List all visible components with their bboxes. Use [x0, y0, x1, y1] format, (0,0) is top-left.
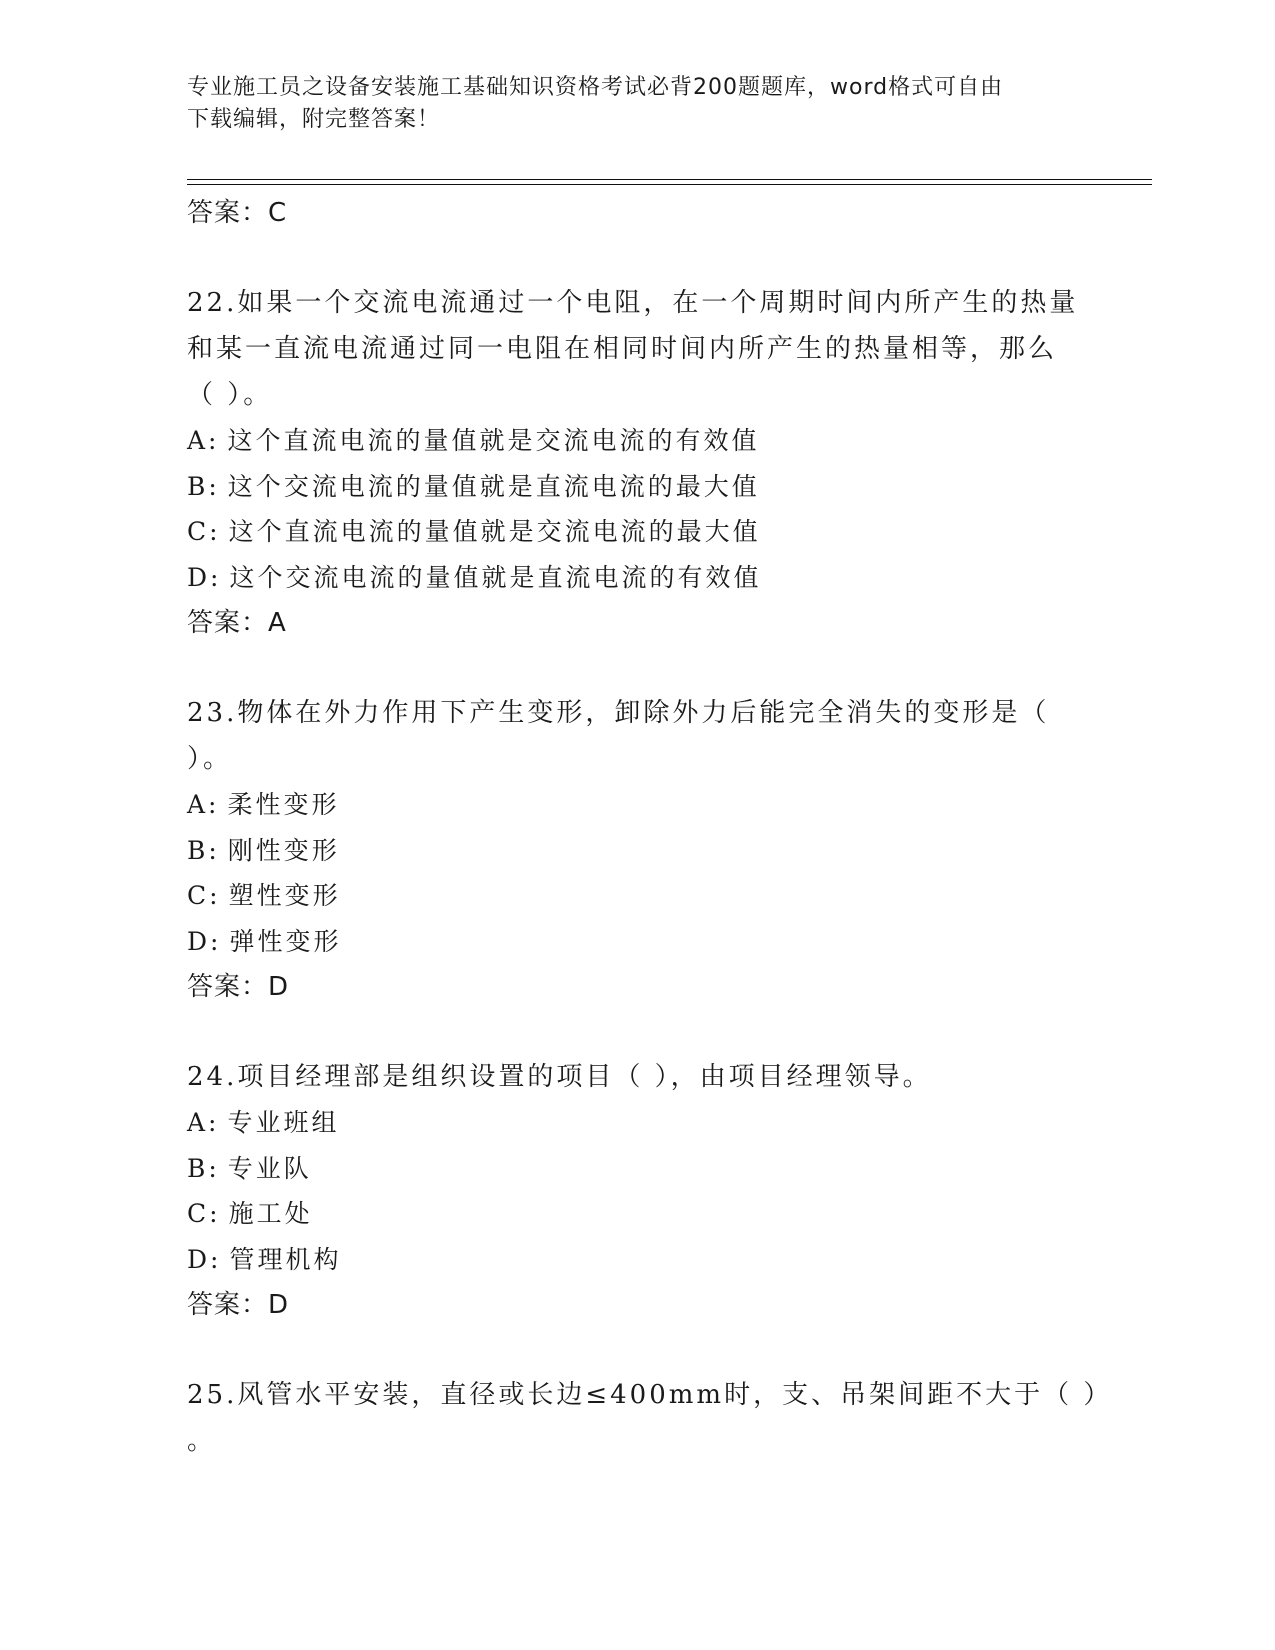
option-d — [187, 555, 1087, 601]
answer-line: 答案：A — [187, 608, 287, 638]
header-line-1: 专业施工员之设备安装施工基础知识资格考试必背200题题库，word格式可自由 — [187, 75, 1004, 100]
question-text: 25.风管水平安装，直径或长边≤400mm时，支、吊架间距不大于（ ） — [187, 1380, 1113, 1410]
option-key: A: — [187, 1108, 220, 1137]
option-text: 这个交流电流的量值就是直流电流的最大值 — [227, 471, 760, 501]
answer-line: 答案：C — [187, 198, 288, 228]
option-a — [187, 1100, 1087, 1146]
option-text: 这个直流电流的量值就是交流电流的最大值 — [228, 517, 761, 546]
question-text: 24.项目经理部是组织设置的项目（ ），由项目经理领导。 — [187, 1062, 932, 1092]
option-text: 弹性变形 — [229, 926, 342, 956]
option-key: D: — [187, 926, 222, 956]
question-text: 22.如果一个交流电流通过一个电阻，在一个周期时间内所产生的热量 — [187, 288, 1079, 318]
option-key: A: — [187, 426, 220, 455]
question-list — [187, 190, 1113, 1464]
question-24 — [187, 1054, 1087, 1328]
question-23 — [187, 690, 1087, 1010]
option-text: 塑性变形 — [228, 881, 341, 910]
option-text: 柔性变形 — [227, 790, 340, 819]
question-25 — [187, 1372, 1113, 1464]
answer-line: 答案：D — [187, 972, 290, 1002]
option-c — [187, 1191, 1087, 1237]
option-text: 这个交流电流的量值就是直流电流的有效值 — [229, 562, 762, 592]
option-b — [187, 1146, 1087, 1192]
option-key: B: — [187, 471, 220, 501]
option-key: D: — [187, 1244, 222, 1274]
option-b — [187, 464, 1087, 510]
question-text: 和某一直流电流通过同一电阻在相同时间内所产生的热量相等，那么 — [187, 334, 1058, 364]
option-c — [187, 873, 1087, 919]
option-key: C: — [187, 1199, 221, 1228]
document-header — [187, 72, 1067, 136]
answer-line: 答案：D — [187, 1290, 290, 1320]
header-line-2: 下载编辑，附完整答案！ — [187, 107, 441, 132]
option-text: 刚性变形 — [227, 835, 340, 865]
option-d — [187, 919, 1087, 965]
header-divider — [187, 179, 1152, 180]
option-b — [187, 828, 1087, 874]
question-22 — [187, 280, 1087, 646]
question-text: ）。 — [187, 744, 233, 774]
option-d — [187, 1237, 1087, 1283]
option-key: B: — [187, 1153, 220, 1183]
option-text: 施工处 — [228, 1199, 313, 1228]
question-text: 。 — [187, 1426, 217, 1456]
option-key: C: — [187, 517, 221, 546]
question-text: （ ）。 — [187, 380, 273, 410]
option-text: 这个直流电流的量值就是交流电流的有效值 — [227, 426, 760, 455]
option-key: B: — [187, 835, 220, 865]
option-text: 专业班组 — [227, 1108, 340, 1137]
option-key: C: — [187, 881, 221, 910]
option-key: D: — [187, 562, 222, 592]
option-a — [187, 418, 1087, 464]
question-text: 23.物体在外力作用下产生变形，卸除外力后能完全消失的变形是（ — [187, 698, 1050, 728]
option-text: 专业队 — [227, 1153, 312, 1183]
option-a — [187, 782, 1087, 828]
option-key: A: — [187, 790, 220, 819]
option-c — [187, 509, 1087, 555]
option-text: 管理机构 — [229, 1244, 342, 1274]
header-divider — [187, 184, 1152, 185]
